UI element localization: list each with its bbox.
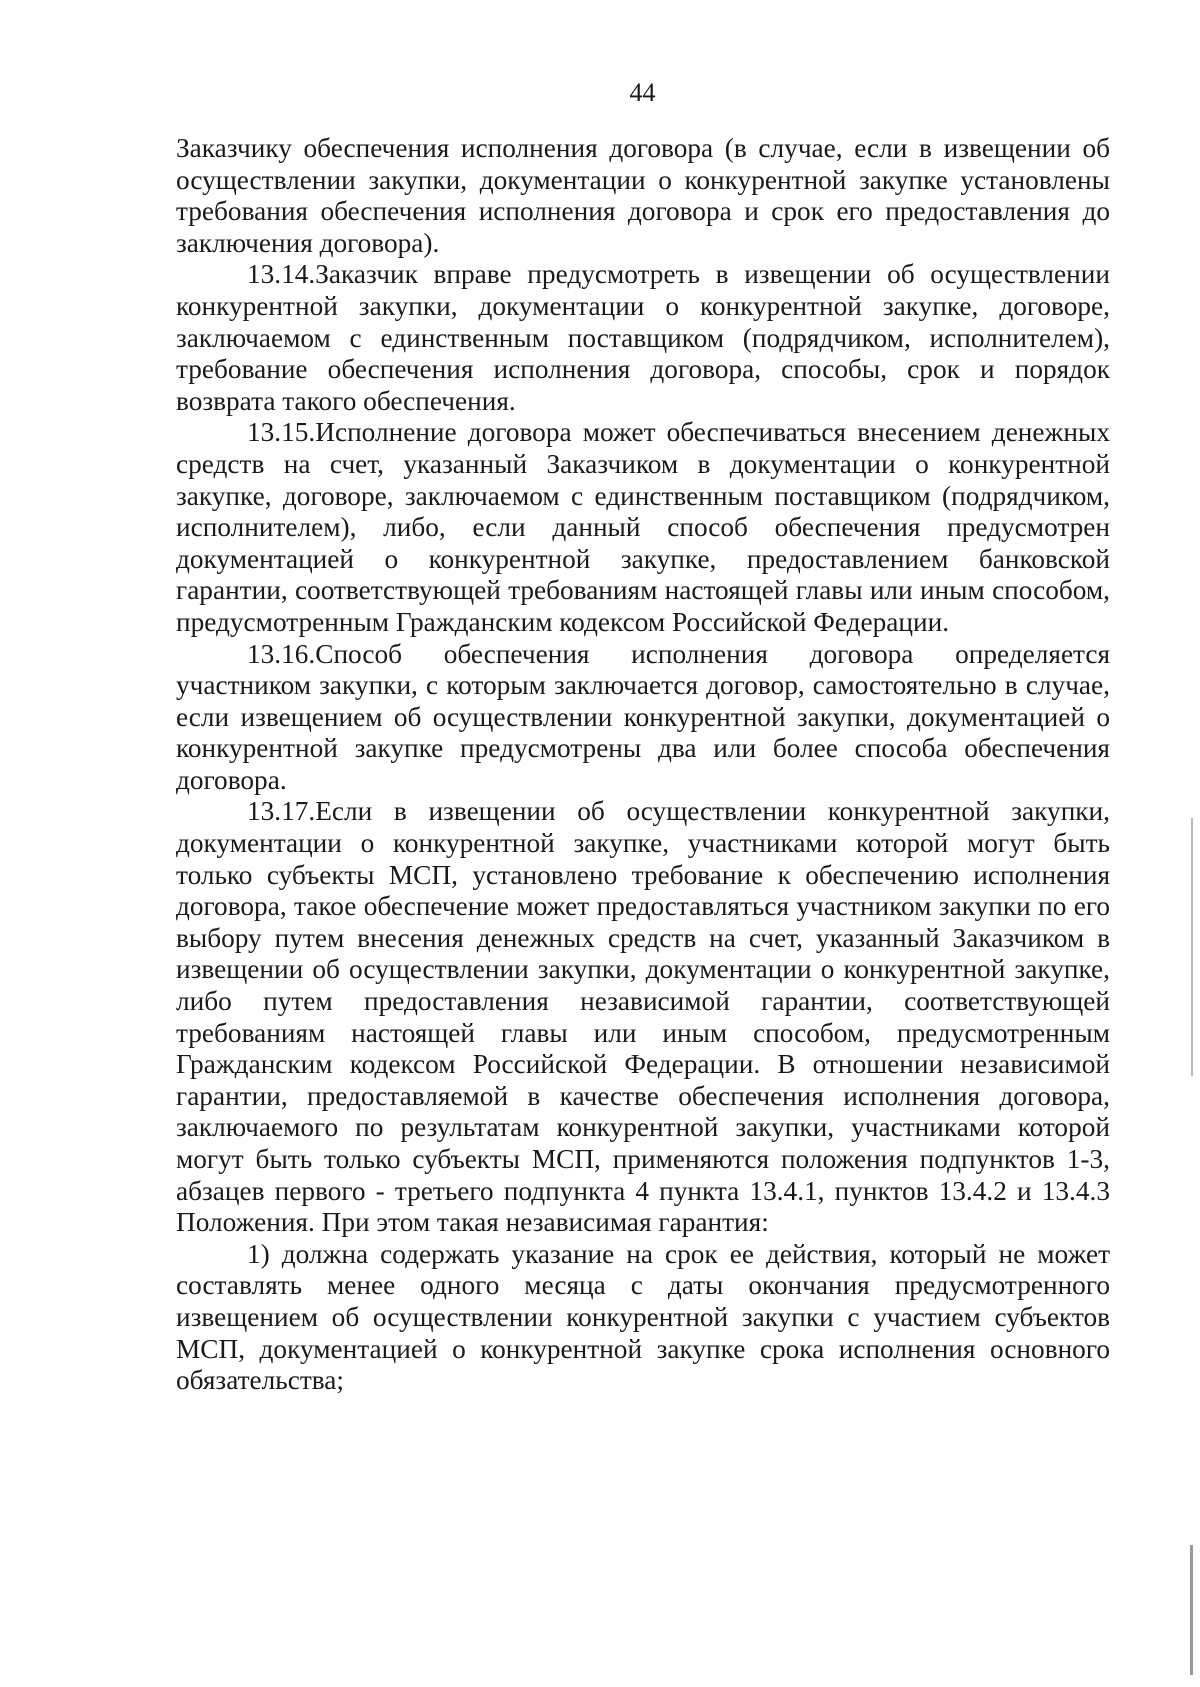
scan-edge-mark bbox=[1191, 818, 1193, 1076]
document-body bbox=[176, 133, 1110, 1397]
scan-edge-mark bbox=[1190, 1545, 1193, 1675]
paragraph-13-17: 13.17.Если в извещении об осуществлении конкурентной закупки, документации о конкурентной закупке, участниками которой могут быть только субъекты МСП, установлено требование к обеспечению исполнения договора, такое обеспечение может предоставляться участником закупки по его выбору путем внесения денежных средств на счет, указанный Заказчиком в извещении об осуществлении закупки, документации о конкурентной закупке, либо путем предоставления независимой гарантии, соответствующей требованиям настоящей главы или иным способом, предусмотренным Гражданским кодексом Российской Федерации. В отношении независимой гарантии, предоставляемой в качестве обеспечения исполнения договора, заключаемого по результатам конкурентной закупки, участниками которой могут быть только субъекты МСП, применяются положения подпунктов 1-3, абзацев первого - третьего подпункта 4 пункта 13.4.1, пунктов 13.4.2 и 13.4.3 Положения. При этом такая независимая гарантия: bbox=[176, 796, 1110, 1238]
paragraph-continuation: Заказчику обеспечения исполнения договора (в случае, если в извещении об осуществлении закупки, документации о конкурентной закупке установлены требования обеспечения исполнения договора и срок его предоставления до заключения договора). bbox=[176, 133, 1110, 258]
paragraph-item-1: 1) должна содержать указание на срок ее действия, который не может составлять менее одного месяца с даты окончания предусмотренного извещением об осуществлении конкурентной закупки с участием субъектов МСП, документацией о конкурентной закупке срока исполнения основного обязательства; bbox=[176, 1238, 1110, 1396]
page-number: 44 bbox=[629, 78, 656, 107]
paragraph-13-14: 13.14.Заказчик вправе предусмотреть в извещении об осуществлении конкурентной закупки, документации о конкурентной закупке, договоре, заключаемом с единственным поставщиком (подрядчиком, исполнителем), требование обеспечения исполнения договора, способы, срок и порядок возврата такого обеспечения. bbox=[176, 259, 1110, 416]
paragraph-13-16: 13.16.Способ обеспечения исполнения договора определяется участником закупки, с которым заключается договор, самостоятельно в случае, если извещением об осуществлении конкурентной закупки, документацией о конкурентной закупке предусмотрены два или более способа обеспечения договора. bbox=[176, 638, 1110, 795]
paragraph-13-15: 13.15.Исполнение договора может обеспечиваться внесением денежных средств на счет, указанный Заказчиком в документации о конкурентной закупке, договоре, заключаемом с единственным поставщиком (подрядчиком, исполнителем), либо, если данный способ обеспечения предусмотрен документацией о конкурентной закупке, предоставлением банковской гарантии, соответствующей требованиям настоящей главы или иным способом, предусмотренным Гражданским кодексом Российской Федерации. bbox=[176, 417, 1110, 637]
